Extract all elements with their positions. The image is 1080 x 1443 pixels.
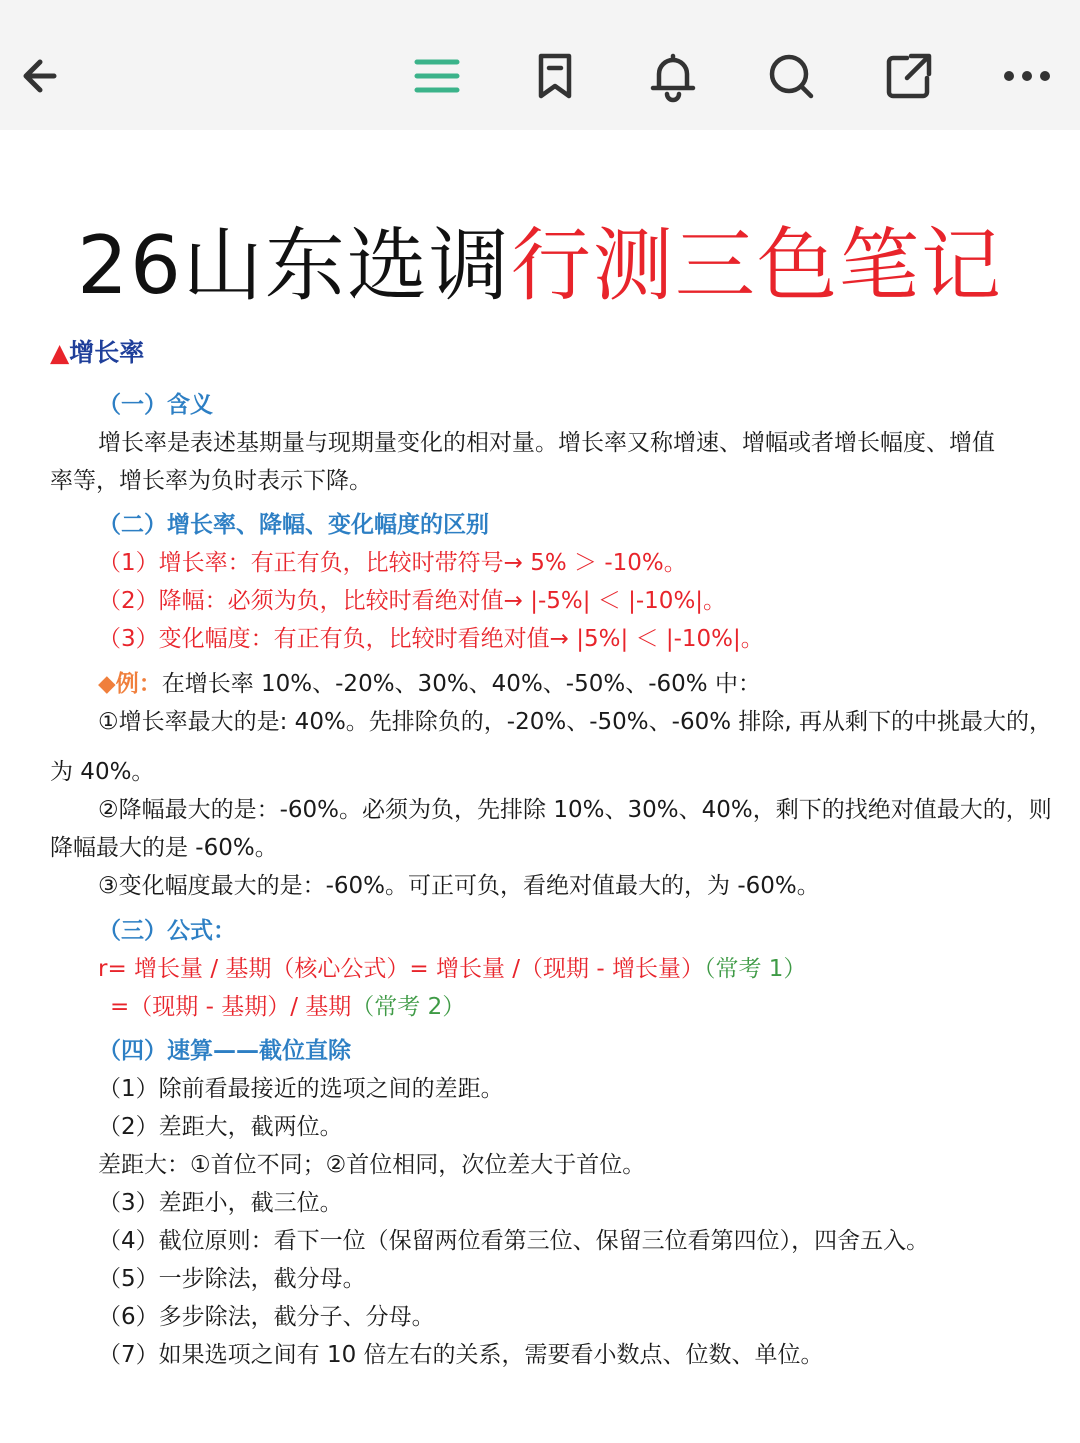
bookmark-button[interactable]: [519, 40, 591, 112]
example-line: [98, 667, 761, 701]
example-answer-line: 为 40%。: [50, 759, 155, 785]
list-item: （4）截位原则：看下一位（保留两位看第三位、保留三位看第四位），四舍五入。: [98, 1228, 930, 1254]
subsection-heading-formula: （三）公式：: [98, 918, 236, 944]
triangle-bullet-icon: ▲: [50, 338, 70, 367]
list-item: （2）差距大，截两位。: [98, 1114, 343, 1140]
top-toolbar: [0, 0, 1080, 130]
menu-button[interactable]: [401, 40, 473, 112]
example-answer-line: ③变化幅度最大的是：-60%。可正可负，看绝对值最大的，为 -60%。: [98, 873, 820, 899]
paragraph-line: 率等，增长率为负时表示下降。: [50, 468, 372, 494]
formula-main: =（现期 - 基期）/ 基期: [110, 994, 352, 1020]
section-heading-growth-rate: [50, 336, 144, 370]
share-icon: [881, 48, 937, 104]
search-icon: [763, 48, 819, 104]
notification-button[interactable]: [637, 40, 709, 112]
list-item: 差距大：①首位不同；②首位相同，次位差大于首位。: [98, 1152, 646, 1178]
list-item: （2）降幅：必须为负，比较时看绝对值→ |-5%| ＜ |-10%|。: [98, 588, 727, 614]
section-heading-text: 增长率: [69, 338, 145, 367]
list-item: （5）一步除法，截分母。: [98, 1266, 366, 1292]
formula-main: r= 增长量 / 基期（核心公式）= 增长量 /（现期 - 增长量）: [98, 956, 704, 982]
list-item: （6）多步除法，截分子、分母。: [98, 1304, 435, 1330]
example-text: 在增长率 10%、-20%、30%、40%、-50%、-60% 中：: [161, 671, 761, 697]
formula-note: （常考 2）: [351, 994, 466, 1020]
list-item: （3）差距小，截三位。: [98, 1190, 343, 1216]
list-item: （1）除前看最接近的选项之间的差距。: [98, 1076, 504, 1102]
page-title: [0, 218, 1080, 314]
paragraph-line: 增长率是表述基期量与现期量变化的相对量。增长率又称增速、增幅或者增长幅度、增值: [98, 430, 995, 456]
subsection-heading-difference: （二）增长率、降幅、变化幅度的区别: [98, 512, 489, 538]
list-item: （1）增长率：有正有负，比较时带符号→ 5% ＞ -10%。: [98, 550, 687, 576]
back-button[interactable]: [6, 40, 78, 112]
bell-icon: [645, 48, 701, 104]
list-item: （3）变化幅度：有正有负，比较时看绝对值→ |5%| ＜ |-10%|。: [98, 626, 764, 652]
title-red-part: 行测三色笔记: [510, 219, 1003, 312]
subsection-heading-meaning: （一）含义: [98, 392, 213, 418]
title-black-part: 26山东选调: [77, 219, 511, 312]
example-label: ◆例：: [98, 671, 162, 697]
list-item: （7）如果选项之间有 10 倍左右的关系，需要看小数点、位数、单位。: [98, 1342, 824, 1368]
bookmark-icon: [527, 48, 583, 104]
example-answer-line: ①增长率最大的是: 40%。先排除负的，-20%、-50%、-60% 排除, 再从剩下的中挑最大的，: [98, 709, 1052, 735]
back-arrow-icon: [14, 48, 70, 104]
search-button[interactable]: [755, 40, 827, 112]
more-button[interactable]: [991, 40, 1063, 112]
formula-line: [110, 990, 465, 1024]
menu-icon: [409, 48, 465, 104]
share-button[interactable]: [873, 40, 945, 112]
formula-note: （常考 1）: [703, 956, 807, 982]
formula-line: [98, 952, 806, 986]
example-answer-line: 降幅最大的是 -60%。: [50, 835, 278, 861]
more-icon: [999, 48, 1055, 104]
subsection-heading-quick-calc: （四）速算——截位直除: [98, 1038, 351, 1064]
example-answer-line: ②降幅最大的是：-60%。必须为负，先排除 10%、30%、40%，剩下的找绝对值最大的，则: [98, 797, 1052, 823]
